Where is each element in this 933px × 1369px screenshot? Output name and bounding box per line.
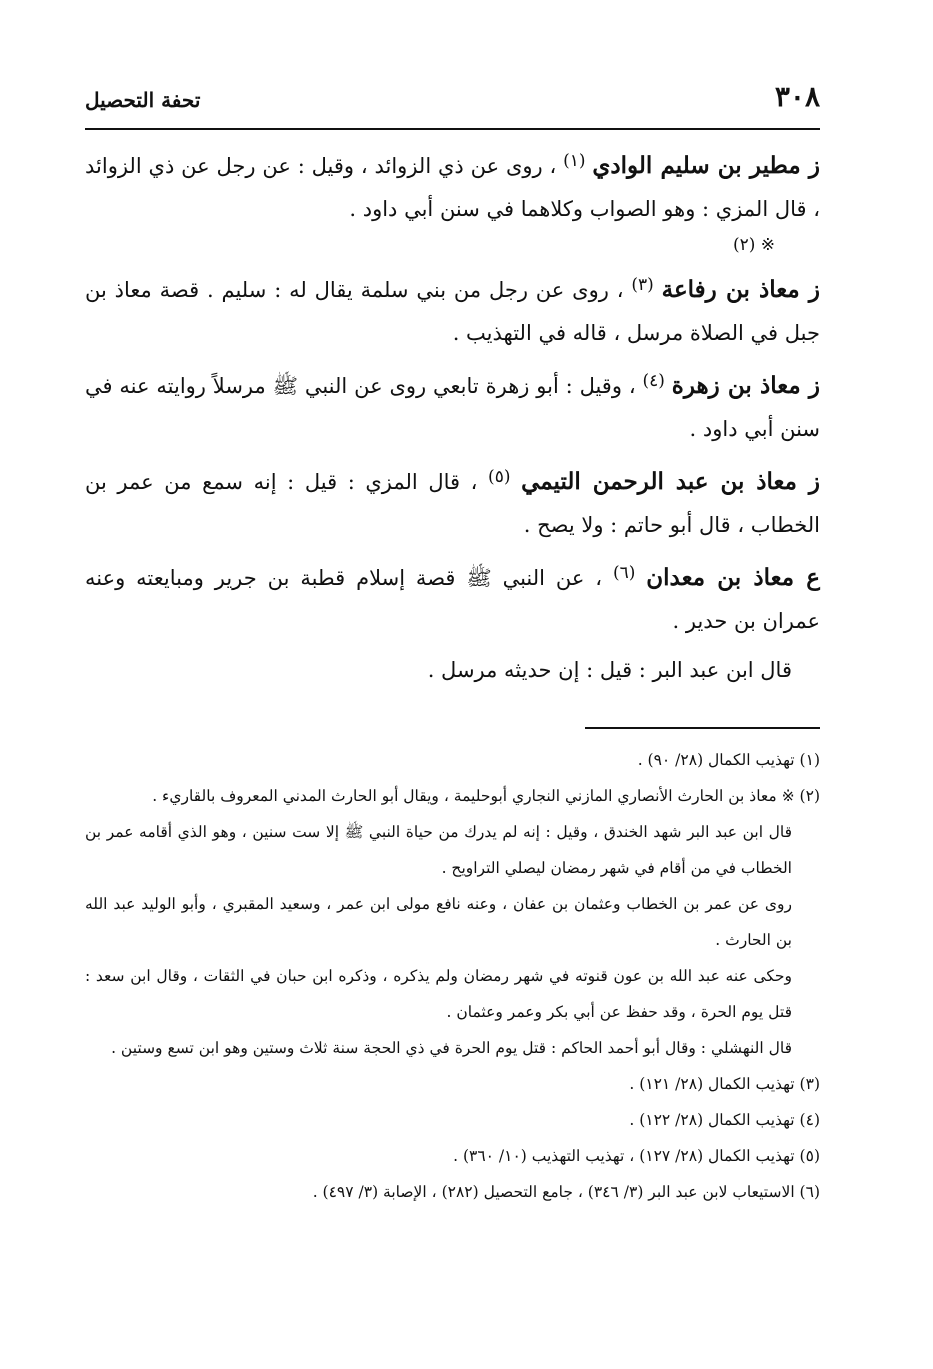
footnote-2-paragraph: روى عن عمر بن الخطاب وعثمان بن عفان ، وعنه نافع مولى ابن عمر ، وسعيد المقبري ، وأبو الوليد عبد الله بن الحارث .	[85, 895, 792, 949]
entry-tail: ※ (٢)	[732, 235, 775, 255]
entry-mutayr	[85, 140, 820, 259]
entry-text: ، روى عن ذي الزوائد ، وقيل : عن رجل عن ذي الزوائد ، قال المزي : وهو الصواب وكلاهما في سنن أبي داود .	[85, 154, 820, 221]
entry-name: معاذ بن عبد الرحمن التيمي	[521, 468, 797, 495]
entry-text: ، عن النبي ﷺ قصة إسلام قطبة بن جرير ومبايعته وعنه عمران بن حدير .	[85, 566, 820, 633]
entry-name: معاذ بن زهرة	[671, 372, 801, 399]
entry-muadh-abdurrahman	[85, 456, 820, 547]
footnote-1: (١) تهذيب الكمال (٢٨/ ٩٠) .	[637, 751, 820, 769]
footnote-2: (٢) ※ معاذ بن الحارث الأنصاري المازني النجاري أبوحليمة ، ويقال أبو الحارث المدني المعروف بالقاريء .	[152, 787, 820, 805]
entry-prefix: ع	[794, 564, 820, 591]
entry-prefix: ز	[800, 152, 820, 179]
entry-text: ، قال المزي : قيل : إنه سمع من عمر بن الخطاب ، قال أبو حاتم : ولا يصح .	[85, 470, 820, 537]
entry-muadh-rifaah	[85, 264, 820, 355]
entry-prefix: ز	[800, 372, 820, 399]
footnote-separator	[585, 727, 820, 729]
footnote-ref: (٣)	[631, 275, 654, 295]
entry-prefix: ز	[799, 276, 820, 303]
footnote-6: (٦) الاستيعاب لابن عبد البر (٣/ ٣٤٦) ، جامع التحصيل (٢٨٢) ، الإصابة (٣/ ٤٩٧) .	[312, 1183, 820, 1201]
footnotes	[85, 742, 820, 1210]
footnote-2-paragraph: قال ابن عبد البر شهد الخندق ، وقيل : إنه لم يدرك من حياة النبي ﷺ إلا ست سنين ، وهو الذي أقامه عمر بن الخطاب في من أقام في شهر رمضان ليصلي التراويح .	[85, 823, 792, 877]
page-number: ٣٠٨	[774, 80, 820, 113]
footnote-ref: (١)	[563, 151, 586, 171]
entry-muadh-madan	[85, 552, 820, 643]
footnote-4: (٤) تهذيب الكمال (٢٨/ ١٢٢) .	[629, 1111, 820, 1129]
entry-muadh-zahrah	[85, 360, 820, 451]
footnote-2-paragraph: وحكى عنه عبد الله بن عون قنوته في شهر رمضان ولم يذكره ، وذكره ابن حبان في الثقات ، وقال ابن سعد : قتل يوم الحرة ، وقد حفظ عن أبي بكر وعمر وعثمان .	[85, 967, 792, 1021]
entry-name: مطير بن سليم الوادي	[592, 152, 801, 179]
footnote-2-paragraph: قال النهشلي : وقال أبو أحمد الحاكم : قتل يوم الحرة في ذي الحجة سنة ثلاث وستين وهو ابن تسع وستين .	[111, 1039, 792, 1057]
entry-name: معاذ بن معدان	[646, 564, 795, 591]
quote-ibn-abd-albarr: قال ابن عبد البر : قيل : إن حديثه مرسل .	[427, 658, 792, 682]
main-text	[85, 140, 820, 692]
footnote-5: (٥) تهذيب الكمال (٢٨/ ١٢٧) ، تهذيب التهذيب (١٠/ ٣٦٠) .	[453, 1147, 820, 1165]
page-header	[85, 78, 820, 130]
footnote-ref: (٥)	[488, 467, 511, 487]
entry-name: معاذ بن رفاعة	[661, 276, 800, 303]
footnote-3: (٣) تهذيب الكمال (٢٨/ ١٢١) .	[629, 1075, 820, 1093]
entry-text: ، روى عن رجل من بني سلمة يقال له : سليم . قصة معاذ بن جبل في الصلاة مرسل ، قاله في التهذيب .	[85, 278, 820, 345]
footnote-ref: (٦)	[612, 563, 636, 583]
entry-prefix: ز	[796, 468, 821, 495]
entry-text: ، وقيل : أبو زهرة تابعي روى عن النبي ﷺ مرسلاً روايته عنه في سنن أبي داود .	[85, 374, 820, 441]
running-title: تحفة التحصيل	[85, 88, 201, 112]
footnote-ref: (٤)	[642, 371, 665, 391]
